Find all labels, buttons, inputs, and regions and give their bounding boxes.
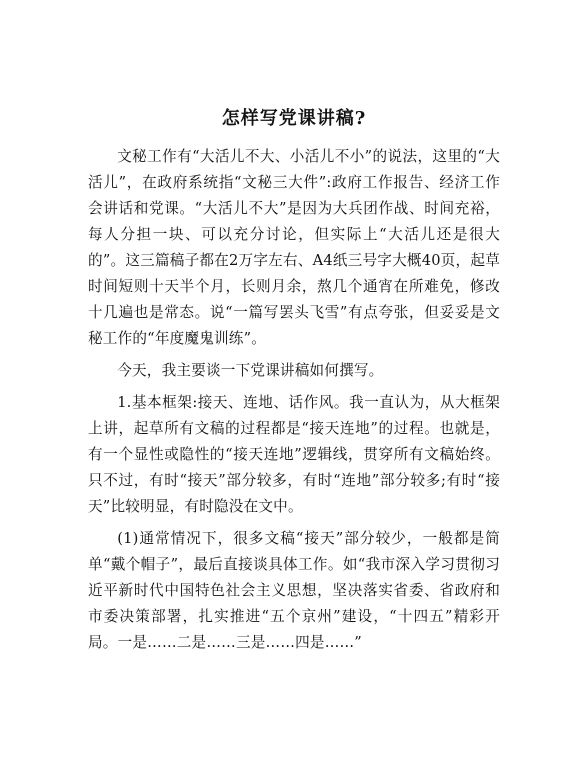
paragraph-intro: 文秘工作有“大活儿不大、小活儿不小”的说法，这里的“大活儿”，在政府系统指“文秘三大件”:政府工作报告、经济工作会讲话和党课。“大活儿不大”是因为大兵团作战、时间充裕，每人分担一块、可以充分讨论，但实际上“大活儿还是很大的”。这三篇稿子都在2万字左右、A4纸三号字大概40页，起草时间短则十天半个月，长则月余，熬几个通宵在所难免，修改十几遍也是常态。说“一篇写罢头飞雪”有点夸张，但妥妥是文秘工作的“年度魔鬼训练”。 xyxy=(88,148,500,347)
paragraph-point-1: (1)通常情况下，很多文稿“接天”部分较少，一般都是简单“戴个帽子”，最后直接谈具体工作。如“我市深入学习贯彻习近平新时代中国特色社会主义思想，坚决落实省委、省政府和市委决策部署，扎实推进“五个京州”建设，“十四五”精彩开局。一是……二是……三是……四是……” xyxy=(88,530,500,651)
document-page xyxy=(88,96,500,662)
paragraph-framework: 1.基本框架:接天、连地、话作风。我一直认为，从大框架上讲，起草所有文稿的过程都是“接天连地”的过程。也就是，有一个显性或隐性的“接天连地”逻辑线，贯穿所有文稿始终。只不过，有时“接天”部分较多，有时“连地”部分较多;有时“接天”比较明显，有时隐没在文中。 xyxy=(88,394,500,515)
document-title: 怎样写党课讲稿? xyxy=(221,108,367,129)
paragraph-topic: 今天，我主要谈一下党课讲稿如何撰写。 xyxy=(117,362,384,379)
